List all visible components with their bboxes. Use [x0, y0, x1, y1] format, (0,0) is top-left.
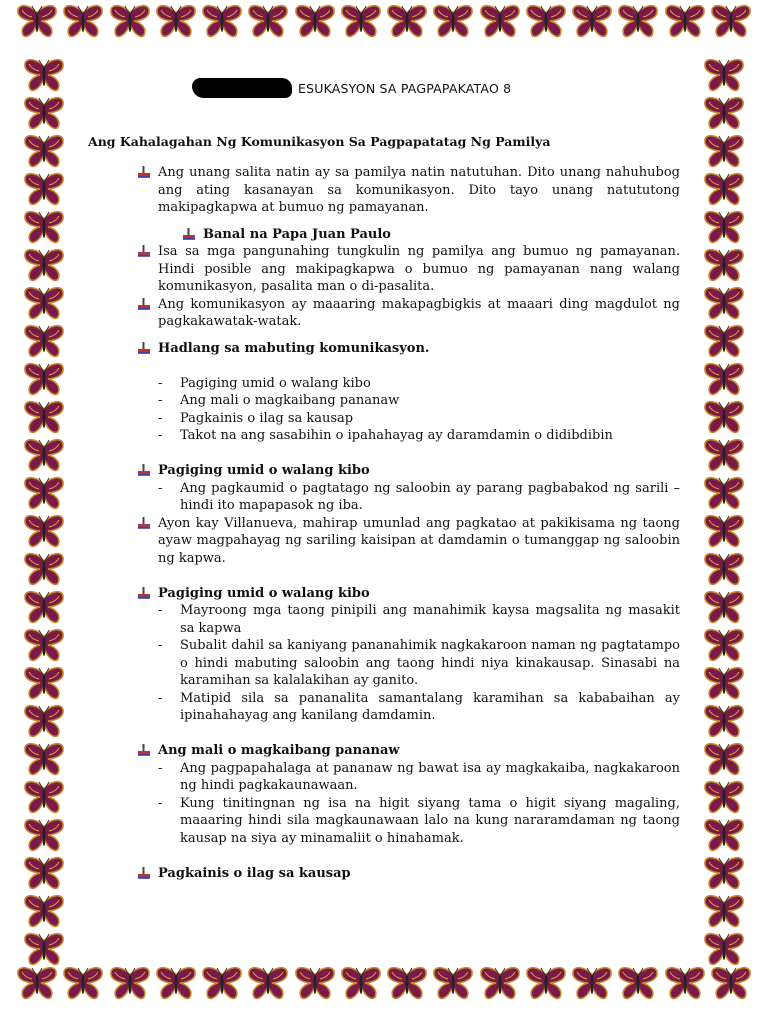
- arrow-bullet-icon: [183, 228, 195, 240]
- butterfly-icon: [479, 966, 521, 1000]
- list-item: - Ang pagpapahalaga at pananaw ng bawat isa ay magkakaiba, nagkakaroon ng hindi pagkakaunawaan.: [158, 760, 680, 793]
- butterfly-icon: [710, 966, 752, 1000]
- butterfly-icon: [23, 514, 65, 548]
- document-body: [88, 164, 680, 882]
- list-item: - Pagkainis o ilag sa kausap: [158, 410, 354, 426]
- butterfly-icon: [23, 628, 65, 662]
- border-top: [0, 4, 768, 60]
- arrow-bullet-icon: [138, 298, 150, 310]
- document-title: Ang Kahalagahan Ng Komunikasyon Sa Pagpapatatag Ng Pamilya: [88, 134, 551, 149]
- bullet-paragraph: Ayon kay Villanueva, mahirap umunlad ang pagkatao at pakikisama ng taong ayaw magpahayag ng sariling kaisipan at damdamin o tumanggap ng saloobin ng kapwa.: [88, 515, 680, 568]
- butterfly-icon: [664, 4, 706, 38]
- butterfly-icon: [23, 666, 65, 700]
- butterfly-icon: [703, 742, 745, 776]
- border-left: [16, 56, 72, 968]
- butterfly-icon: [23, 438, 65, 472]
- butterfly-icon: [340, 966, 382, 1000]
- butterfly-icon: [294, 4, 336, 38]
- butterfly-icon: [703, 552, 745, 586]
- page-header: [192, 76, 592, 100]
- butterfly-icon: [703, 58, 745, 92]
- butterfly-icon: [571, 4, 613, 38]
- section-heading: Pagiging umid o walang kibo: [88, 585, 680, 603]
- butterfly-icon: [703, 248, 745, 282]
- butterfly-icon: [386, 966, 428, 1000]
- butterfly-icon: [201, 4, 243, 38]
- border-right: [696, 56, 752, 968]
- list-item: - Mayroong mga taong pinipili ang manahimik kaysa magsalita ng masakit sa kapwa: [158, 603, 680, 636]
- list-item: - Pagiging umid o walang kibo: [158, 375, 371, 391]
- butterfly-icon: [23, 932, 65, 966]
- section-heading: Pagkainis o ilag sa kausap: [88, 865, 680, 883]
- sub-heading: Banal na Papa Juan Paulo: [88, 226, 680, 244]
- butterfly-icon: [23, 96, 65, 130]
- list-item: - Kung tinitingnan ng isa na higit siyang tama o higit siyang magaling, maaaring hindi sila magkaunawaan lalo na kung nararamdaman ng taong kausap na siya ay minamaliit o hinahamak.: [158, 795, 680, 846]
- butterfly-icon: [703, 704, 745, 738]
- butterfly-icon: [23, 856, 65, 890]
- butterfly-icon: [703, 932, 745, 966]
- border-bottom: [0, 966, 768, 1022]
- butterfly-icon: [386, 4, 428, 38]
- butterfly-icon: [109, 4, 151, 38]
- list-item: - Takot na ang sasabihin o ipahahayag ay daramdamin o didibdibin: [158, 428, 613, 443]
- butterfly-icon: [617, 966, 659, 1000]
- butterfly-icon: [23, 210, 65, 244]
- section-heading: Hadlang sa mabuting komunikasyon.: [88, 340, 680, 358]
- butterfly-icon: [703, 400, 745, 434]
- arrow-bullet-icon: [138, 517, 150, 529]
- header-title: ESUKASYON SA PAGPAPAKATAO 8: [298, 80, 512, 96]
- butterfly-icon: [703, 894, 745, 928]
- butterfly-icon: [23, 590, 65, 624]
- butterfly-icon: [703, 856, 745, 890]
- butterfly-icon: [703, 134, 745, 168]
- arrow-bullet-icon: [138, 166, 150, 178]
- arrow-bullet-icon: [138, 464, 150, 476]
- list-item: - Matipid sila sa pananalita samantalang karamihan sa kababaihan ay ipinahahayag ang kanilang damdamin.: [158, 690, 680, 723]
- butterfly-icon: [23, 362, 65, 396]
- butterfly-icon: [62, 966, 104, 1000]
- butterfly-icon: [23, 704, 65, 738]
- list-item: - Subalit dahil sa kaniyang pananahimik nagkakaroon naman ng pagtatampo o hindi mabuting saloobin ang taong hindi niya kinakausap. Sinasabi na karamihan sa kalalakihan ay ganito.: [158, 638, 680, 688]
- bullet-paragraph: Ang unang salita natin ay sa pamilya natin natutuhan. Dito unang nahuhubog ang ating kasanayan sa komunikasyon. Dito tayo unang natututong makipagkapwa at bumuo ng pamayanan.: [88, 164, 680, 217]
- butterfly-icon: [23, 58, 65, 92]
- section-heading: Pagiging umid o walang kibo: [88, 462, 680, 480]
- butterfly-icon: [247, 966, 289, 1000]
- butterfly-icon: [247, 4, 289, 38]
- section-heading: Ang mali o magkaibang pananaw: [88, 742, 680, 760]
- butterfly-icon: [23, 818, 65, 852]
- redaction-mark: [192, 78, 292, 98]
- arrow-bullet-icon: [138, 867, 150, 879]
- butterfly-icon: [23, 476, 65, 510]
- butterfly-icon: [703, 628, 745, 662]
- list-item: - Ang mali o magkaibang pananaw: [158, 393, 400, 408]
- butterfly-icon: [201, 966, 243, 1000]
- butterfly-icon: [525, 966, 567, 1000]
- butterfly-icon: [16, 4, 58, 38]
- butterfly-icon: [710, 4, 752, 38]
- butterfly-icon: [23, 894, 65, 928]
- butterfly-icon: [703, 438, 745, 472]
- butterfly-icon: [571, 966, 613, 1000]
- arrow-bullet-icon: [138, 245, 150, 257]
- butterfly-icon: [617, 4, 659, 38]
- bullet-paragraph: Ang komunikasyon ay maaaring makapagbigkis at maaari ding magdulot ng pagkakawatak-watak.: [88, 296, 680, 331]
- butterfly-icon: [294, 966, 336, 1000]
- butterfly-icon: [703, 172, 745, 206]
- butterfly-icon: [432, 966, 474, 1000]
- list-item: - Ang pagkaumid o pagtatago ng saloobin ay parang pagbabakod ng sarili – hindi ito mapapasok ng iba.: [158, 480, 680, 513]
- butterfly-icon: [23, 286, 65, 320]
- butterfly-icon: [703, 286, 745, 320]
- butterfly-icon: [23, 172, 65, 206]
- butterfly-icon: [432, 4, 474, 38]
- arrow-bullet-icon: [138, 342, 150, 354]
- butterfly-icon: [23, 552, 65, 586]
- butterfly-icon: [703, 210, 745, 244]
- butterfly-icon: [23, 742, 65, 776]
- butterfly-icon: [703, 362, 745, 396]
- butterfly-icon: [23, 134, 65, 168]
- butterfly-icon: [479, 4, 521, 38]
- butterfly-icon: [23, 324, 65, 358]
- arrow-bullet-icon: [138, 587, 150, 599]
- butterfly-icon: [16, 966, 58, 1000]
- butterfly-icon: [703, 514, 745, 548]
- butterfly-icon: [703, 324, 745, 358]
- butterfly-icon: [340, 4, 382, 38]
- document-page: [88, 72, 680, 952]
- butterfly-icon: [703, 590, 745, 624]
- butterfly-icon: [703, 96, 745, 130]
- butterfly-icon: [23, 400, 65, 434]
- butterfly-icon: [109, 966, 151, 1000]
- butterfly-icon: [703, 476, 745, 510]
- butterfly-icon: [703, 780, 745, 814]
- butterfly-icon: [703, 666, 745, 700]
- butterfly-icon: [23, 248, 65, 282]
- butterfly-icon: [703, 818, 745, 852]
- arrow-bullet-icon: [138, 744, 150, 756]
- butterfly-icon: [23, 780, 65, 814]
- butterfly-icon: [155, 4, 197, 38]
- butterfly-icon: [664, 966, 706, 1000]
- butterfly-icon: [155, 966, 197, 1000]
- butterfly-icon: [62, 4, 104, 38]
- butterfly-icon: [525, 4, 567, 38]
- bullet-paragraph: Isa sa mga pangunahing tungkulin ng pamilya ang bumuo ng pamayanan. Hindi posible ang makipagkapwa o bumuo ng pamayanan nang walang komunikasyon, pasalita man o di-pasalita.: [88, 243, 680, 296]
